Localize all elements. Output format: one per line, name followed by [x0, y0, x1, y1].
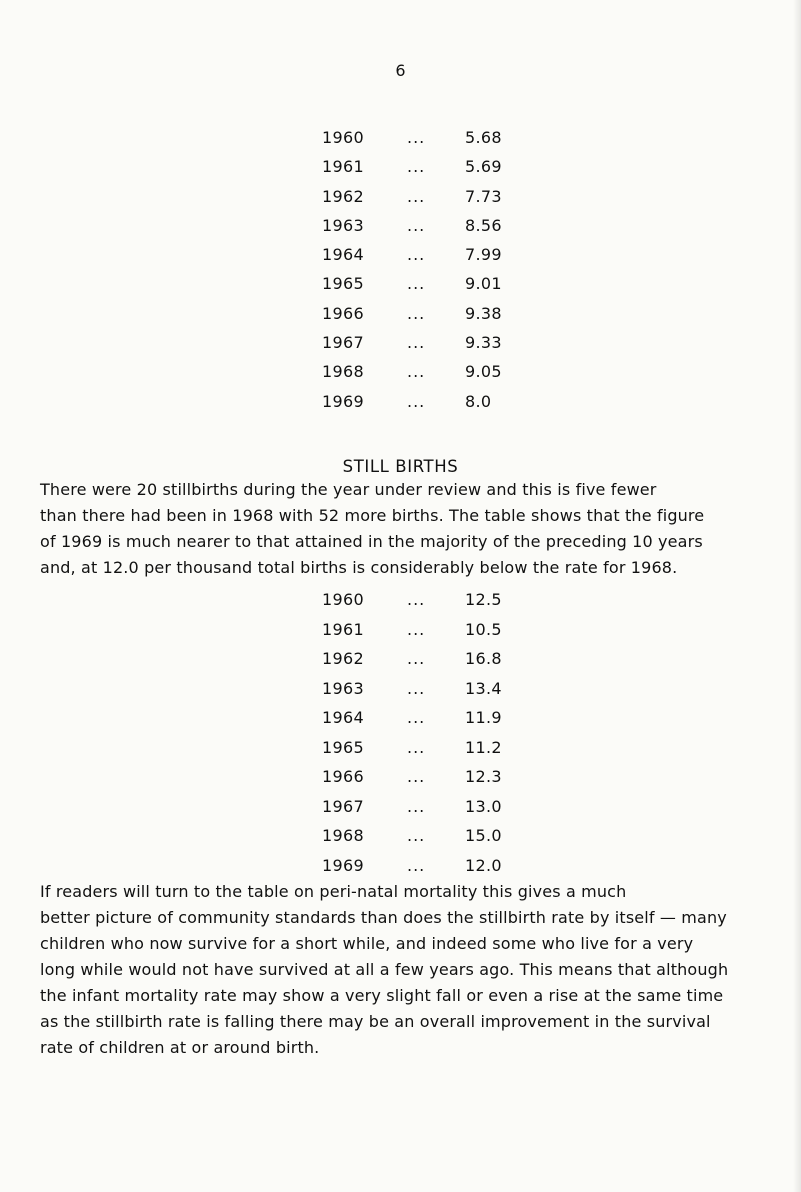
table-row — [322, 157, 582, 186]
year-cell: 1965 — [322, 737, 364, 757]
leader-dots: ... — [407, 128, 426, 147]
leader-dots: ... — [407, 274, 426, 294]
table-row — [322, 128, 582, 157]
infant-mortality-table — [322, 128, 582, 421]
year-cell: 1966 — [322, 303, 364, 323]
paragraph-line: the infant mortality rate may show a very slight fall or even a rise at the same time — [40, 986, 724, 1005]
year-cell: 1964 — [322, 245, 364, 265]
paragraph-line: of 1969 is much nearer to that attained in the majority of the preceding 10 years — [40, 532, 703, 551]
table-row — [322, 797, 582, 827]
page-number: 6 — [395, 61, 406, 80]
table-row — [322, 362, 582, 391]
rate-cell: 8.56 — [465, 215, 502, 235]
year-cell: 1967 — [322, 796, 364, 816]
table-row — [322, 216, 582, 245]
leader-dots: ... — [407, 649, 426, 668]
leader-dots: ... — [407, 826, 426, 845]
stillbirth-rate-table — [322, 590, 582, 885]
year-cell: 1962 — [322, 649, 364, 668]
rate-cell: 10.5 — [465, 619, 502, 639]
year-cell: 1960 — [322, 128, 364, 147]
paragraph-line: and, at 12.0 per thousand total births is considerably below the rate for 1968. — [40, 558, 678, 577]
table-row — [322, 333, 582, 362]
paragraph-line: long while would not have survived at all a few years ago. This means that although — [40, 960, 729, 979]
year-cell: 1963 — [322, 215, 364, 235]
leader-dots: ... — [407, 678, 426, 698]
year-cell: 1966 — [322, 767, 364, 786]
table-row — [322, 708, 582, 738]
section-heading: STILL BIRTHS — [342, 457, 459, 476]
leader-dots: ... — [407, 590, 426, 609]
year-cell: 1969 — [322, 391, 364, 411]
rate-cell: 12.3 — [465, 767, 502, 786]
table-row — [322, 274, 582, 303]
year-cell: 1968 — [322, 826, 364, 845]
year-cell: 1969 — [322, 855, 364, 875]
table-row — [322, 649, 582, 679]
leader-dots: ... — [407, 737, 426, 757]
table-row — [322, 738, 582, 768]
year-cell: 1965 — [322, 274, 364, 294]
rate-cell: 9.38 — [465, 303, 502, 323]
leader-dots: ... — [407, 391, 426, 411]
paragraph-line: If readers will turn to the table on peri-natal mortality this gives a much — [40, 882, 627, 901]
year-cell: 1960 — [322, 590, 364, 609]
rate-cell: 9.33 — [465, 333, 502, 353]
stillbirth-paragraph — [40, 477, 770, 581]
leader-dots: ... — [407, 333, 426, 353]
table-row — [322, 245, 582, 274]
leader-dots: ... — [407, 157, 426, 177]
table-row — [322, 590, 582, 620]
paragraph-line: There were 20 stillbirths during the year under review and this is five fewer — [40, 480, 657, 499]
rate-cell: 5.69 — [465, 157, 502, 177]
rate-cell: 12.0 — [465, 855, 502, 875]
paragraph-line: children who now survive for a short while, and indeed some who live for a very — [40, 934, 694, 953]
paragraph-line: as the stillbirth rate is falling there may be an overall improvement in the survival — [40, 1012, 711, 1031]
rate-cell: 9.05 — [465, 362, 502, 382]
rate-cell: 5.68 — [465, 128, 502, 147]
table-row — [322, 620, 582, 650]
paragraph-line: than there had been in 1968 with 52 more births. The table shows that the figure — [40, 506, 705, 525]
perinatal-paragraph — [40, 879, 770, 1061]
table-row — [322, 679, 582, 709]
leader-dots: ... — [407, 303, 426, 323]
leader-dots: ... — [407, 767, 426, 786]
table-row — [322, 392, 582, 421]
rate-cell: 16.8 — [465, 649, 502, 668]
rate-cell: 9.01 — [465, 274, 502, 294]
rate-cell: 11.9 — [465, 708, 502, 727]
table-row — [322, 767, 582, 797]
rate-cell: 15.0 — [465, 826, 502, 845]
leader-dots: ... — [407, 362, 426, 382]
year-cell: 1964 — [322, 708, 364, 727]
leader-dots: ... — [407, 796, 426, 816]
year-cell: 1963 — [322, 678, 364, 698]
leader-dots: ... — [407, 855, 426, 875]
rate-cell: 12.5 — [465, 590, 502, 609]
year-cell: 1968 — [322, 362, 364, 382]
rate-cell: 8.0 — [465, 391, 492, 411]
leader-dots: ... — [407, 708, 426, 727]
leader-dots: ... — [407, 245, 426, 265]
leader-dots: ... — [407, 215, 426, 235]
leader-dots: ... — [407, 186, 426, 206]
paragraph-line: rate of children at or around birth. — [40, 1038, 320, 1057]
leader-dots: ... — [407, 619, 426, 639]
rate-cell: 7.73 — [465, 186, 502, 206]
year-cell: 1962 — [322, 186, 364, 206]
year-cell: 1961 — [322, 619, 364, 639]
rate-cell: 13.4 — [465, 678, 502, 698]
rate-cell: 7.99 — [465, 245, 502, 265]
paragraph-line: better picture of community standards than does the stillbirth rate by itself — many — [40, 908, 727, 927]
rate-cell: 11.2 — [465, 737, 502, 757]
page-edge-shadow — [793, 0, 801, 1192]
table-row — [322, 187, 582, 216]
year-cell: 1967 — [322, 333, 364, 353]
table-row — [322, 304, 582, 333]
rate-cell: 13.0 — [465, 796, 502, 816]
table-row — [322, 826, 582, 856]
year-cell: 1961 — [322, 157, 364, 177]
